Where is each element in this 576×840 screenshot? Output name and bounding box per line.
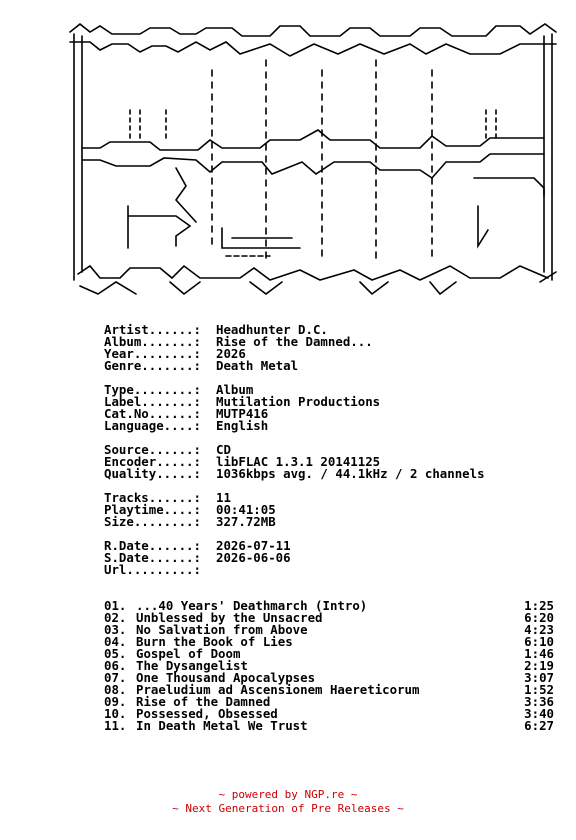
track-duration: 1:25 — [524, 598, 554, 613]
info-row-url — [104, 564, 564, 576]
list-item — [104, 720, 554, 732]
info-label: Label.......: — [104, 394, 201, 409]
info-label: Genre.......: — [104, 358, 201, 373]
info-value: MUTP416 — [216, 406, 269, 421]
info-label: Playtime....: — [104, 502, 201, 517]
track-title: No Salvation from Above — [136, 622, 308, 637]
tracklist — [104, 600, 554, 732]
info-label: S.Date......: — [104, 550, 201, 565]
track-number: 08. — [104, 682, 127, 697]
info-label: R.Date......: — [104, 538, 201, 553]
track-number: 05. — [104, 646, 127, 661]
track-duration: 6:20 — [524, 610, 554, 625]
info-row-size — [104, 516, 564, 528]
track-title: In Death Metal We Trust — [136, 718, 308, 733]
info-value: 2026-06-06 — [216, 550, 291, 565]
info-value: Headhunter D.C. — [216, 322, 328, 337]
info-label: Encoder.....: — [104, 454, 201, 469]
track-title: Unblessed by the Unsacred — [136, 610, 323, 625]
info-value: Mutilation Productions — [216, 394, 381, 409]
footer-tagline: ~ Next Generation of Pre Releases ~ — [172, 802, 404, 815]
track-number: 02. — [104, 610, 127, 625]
info-row-quality — [104, 468, 564, 480]
info-label: Type........: — [104, 382, 201, 397]
info-label: Tracks......: — [104, 490, 201, 505]
info-value: 2026 — [216, 346, 246, 361]
info-value: 327.72MB — [216, 514, 276, 529]
track-number: 10. — [104, 706, 127, 721]
track-number: 09. — [104, 694, 127, 709]
track-number: 01. — [104, 598, 127, 613]
footer-powered-by: ~ powered by NGP.re ~ — [218, 788, 358, 801]
info-label: Language....: — [104, 418, 201, 433]
info-value: 2026-07-11 — [216, 538, 291, 553]
track-number: 04. — [104, 634, 127, 649]
track-duration: 6:27 — [524, 718, 554, 733]
track-duration: 4:23 — [524, 622, 554, 637]
info-label: Artist......: — [104, 322, 201, 337]
info-label: Year........: — [104, 346, 201, 361]
info-label: Url.........: — [104, 562, 201, 577]
info-label: Source......: — [104, 442, 201, 457]
info-label: Cat.No......: — [104, 406, 201, 421]
track-number: 07. — [104, 670, 127, 685]
track-title: Praeludium ad Ascensionem Haereticorum — [136, 682, 420, 697]
info-value: Rise of the Damned... — [216, 334, 373, 349]
info-row-genre — [104, 360, 564, 372]
info-value: 11 — [216, 490, 231, 505]
track-duration: 1:46 — [524, 646, 554, 661]
info-value: Death Metal — [216, 358, 299, 373]
release-info — [104, 324, 564, 576]
ascii-art-graphic — [0, 10, 576, 302]
track-title: The Dysangelist — [136, 658, 248, 673]
track-title: Possessed, Obsessed — [136, 706, 278, 721]
track-title: One Thousand Apocalypses — [136, 670, 316, 685]
info-value: Album — [216, 382, 254, 397]
info-row-language — [104, 420, 564, 432]
info-label: Size........: — [104, 514, 201, 529]
track-title: Burn the Book of Lies — [136, 634, 293, 649]
ascii-art-logo — [0, 10, 576, 302]
track-number: 03. — [104, 622, 127, 637]
info-value: English — [216, 418, 269, 433]
info-value: libFLAC 1.3.1 20141125 — [216, 454, 381, 469]
info-label: Quality.....: — [104, 466, 201, 481]
info-value: 00:41:05 — [216, 502, 276, 517]
info-label: Album.......: — [104, 334, 201, 349]
track-duration: 6:10 — [524, 634, 554, 649]
track-number: 11. — [104, 718, 127, 733]
track-duration: 2:19 — [524, 658, 554, 673]
track-title: Rise of the Damned — [136, 694, 271, 709]
info-value: 1036kbps avg. / 44.1kHz / 2 channels — [216, 466, 485, 481]
track-number: 06. — [104, 658, 127, 673]
info-value: CD — [216, 442, 231, 457]
track-duration: 3:07 — [524, 670, 554, 685]
track-duration: 3:40 — [524, 706, 554, 721]
track-duration: 3:36 — [524, 694, 554, 709]
track-duration: 1:52 — [524, 682, 554, 697]
track-title: ...40 Years' Deathmarch (Intro) — [136, 598, 368, 613]
track-title: Gospel of Doom — [136, 646, 241, 661]
